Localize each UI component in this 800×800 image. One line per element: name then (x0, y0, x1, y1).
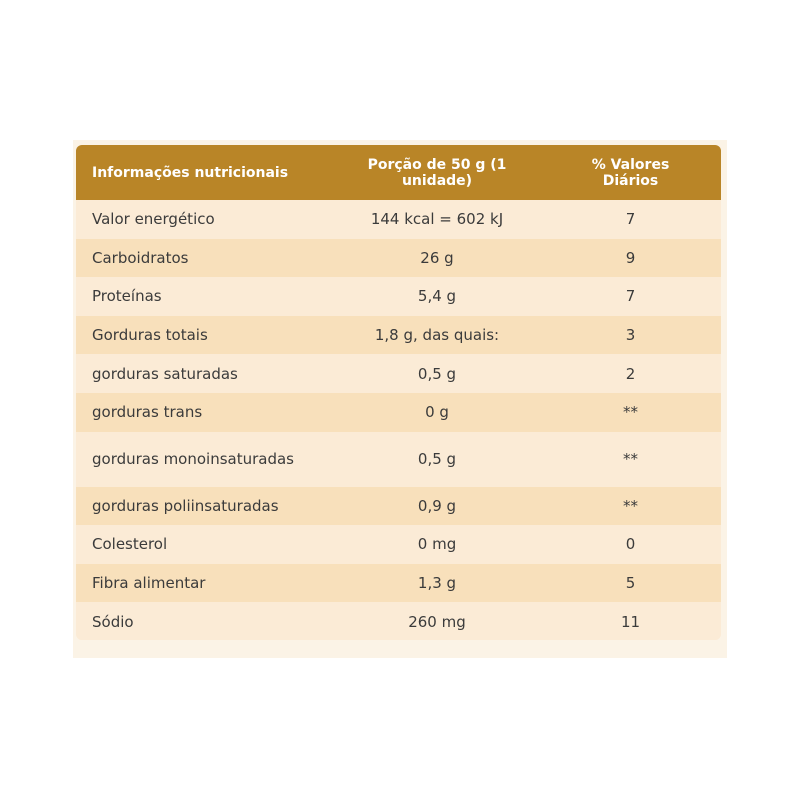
nutrient-amount: 1,8 g, das quais: (334, 316, 540, 355)
header-nutrition-info: Informações nutricionais (76, 145, 334, 200)
nutrient-daily-value: 11 (540, 602, 721, 640)
nutrient-name: Sódio (76, 602, 334, 640)
nutrient-amount: 144 kcal = 602 kJ (334, 200, 540, 239)
nutrient-amount: 0,5 g (334, 432, 540, 487)
header-portion: Porção de 50 g (1 unidade) (334, 145, 540, 200)
nutrient-name: Gorduras totais (76, 316, 334, 355)
nutrient-daily-value: 7 (540, 277, 721, 316)
header-daily-values: % Valores Diários (540, 145, 721, 200)
table-row (76, 525, 721, 564)
nutrient-amount: 0,5 g (334, 354, 540, 393)
table-row (76, 316, 721, 355)
nutrient-daily-value: 0 (540, 525, 721, 564)
nutrient-name: gorduras poliinsaturadas (76, 487, 334, 526)
table-row (76, 487, 721, 526)
nutrition-table-card (76, 145, 721, 640)
table-row (76, 200, 721, 239)
table-row (76, 564, 721, 603)
nutrient-name: Proteínas (76, 277, 334, 316)
nutrient-name: Fibra alimentar (76, 564, 334, 603)
nutrient-name: Colesterol (76, 525, 334, 564)
nutrient-daily-value: 9 (540, 239, 721, 278)
nutrient-daily-value: ** (540, 393, 721, 432)
nutrient-amount: 5,4 g (334, 277, 540, 316)
table-row (76, 393, 721, 432)
nutrient-name: gorduras monoinsaturadas (76, 432, 334, 487)
nutrient-daily-value: ** (540, 487, 721, 526)
nutrition-panel (73, 140, 727, 658)
nutrient-name: Valor energético (76, 200, 334, 239)
nutrient-daily-value: 5 (540, 564, 721, 603)
nutrient-amount: 1,3 g (334, 564, 540, 603)
table-row (76, 239, 721, 278)
nutrient-name: gorduras saturadas (76, 354, 334, 393)
table-row (76, 277, 721, 316)
nutrient-daily-value: ** (540, 432, 721, 487)
nutrient-daily-value: 2 (540, 354, 721, 393)
nutrient-amount: 0 g (334, 393, 540, 432)
table-row (76, 432, 721, 487)
nutrient-amount: 260 mg (334, 602, 540, 640)
table-row (76, 354, 721, 393)
table-header-row (76, 145, 721, 200)
nutrient-amount: 26 g (334, 239, 540, 278)
nutrition-table (76, 145, 721, 640)
nutrient-amount: 0,9 g (334, 487, 540, 526)
nutrient-daily-value: 7 (540, 200, 721, 239)
nutrient-name: Carboidratos (76, 239, 334, 278)
nutrient-amount: 0 mg (334, 525, 540, 564)
nutrient-name: gorduras trans (76, 393, 334, 432)
table-row (76, 602, 721, 640)
nutrient-daily-value: 3 (540, 316, 721, 355)
